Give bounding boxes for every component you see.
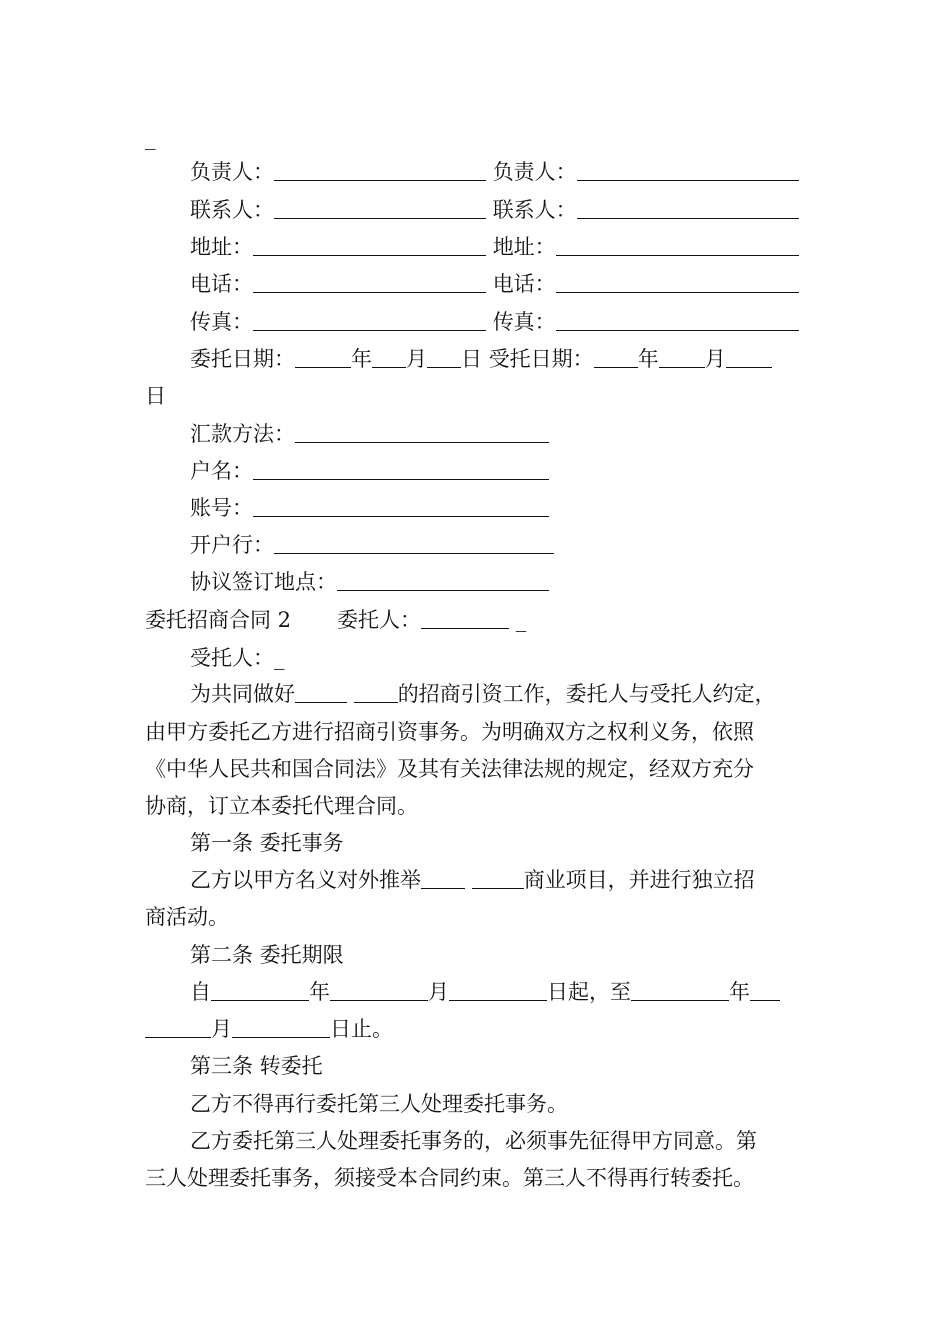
contract2-header-row [145, 606, 526, 634]
left-label: 地址： [190, 235, 253, 259]
entrust-date-label: 委托日期： [190, 347, 295, 371]
month-label: 月 [428, 980, 449, 1004]
bank-row [190, 531, 554, 559]
blank-line [594, 347, 638, 368]
intro-line-1 [190, 680, 776, 708]
blank-line [295, 682, 347, 703]
article1-line-1 [190, 866, 755, 894]
year-label: 年 [637, 347, 659, 371]
blank-line [659, 347, 705, 368]
bank-label: 开户行： [190, 533, 274, 557]
blank-line [295, 347, 351, 368]
intro-line-3: 《中华人民共和国合同法》及其有关法律法规的规定，经双方充分 [145, 757, 754, 781]
article1-text-b: 商业项目，并进行独立招 [523, 868, 755, 892]
article3-title: 第三条 转委托 [190, 1054, 323, 1078]
top-dash: _ [145, 126, 156, 150]
month-label: 月 [406, 347, 427, 371]
contract2-title: 委托招商合同 2 [145, 608, 292, 632]
account-name-row [190, 457, 549, 485]
article1-title: 第一条 委托事务 [190, 831, 344, 855]
article3-para-2-line-2: 三人处理委托事务，须接受本合同约束。第三人不得再行转委托。 [145, 1166, 754, 1190]
account-no-row [190, 494, 549, 522]
sign-place-label: 协议签订地点： [190, 570, 337, 594]
client-tail: _ [515, 608, 527, 632]
blank-line [421, 868, 465, 889]
blank-line [577, 160, 799, 181]
blank-line [631, 980, 729, 1001]
blank-line [556, 272, 799, 293]
blank-line [421, 608, 509, 629]
accept-date-label: 受托日期： [488, 347, 594, 371]
blank-line [472, 868, 524, 889]
right-label: 电话： [492, 272, 556, 296]
article2-title: 第二条 委托期限 [190, 943, 344, 967]
blank-line [556, 310, 799, 331]
year-label: 年 [729, 980, 750, 1004]
month-label: 月 [704, 347, 726, 371]
blank-line [232, 1017, 330, 1038]
left-label: 负责人： [190, 160, 274, 184]
blank-line [253, 310, 486, 331]
blank-line [274, 533, 554, 554]
party-row-contact [190, 196, 799, 224]
agent-row: 受托人：_ [190, 646, 285, 670]
blank-line [372, 347, 406, 368]
article2-line-2 [145, 1015, 393, 1043]
dates-day-wrap: 日 [145, 384, 166, 408]
client-label: 委托人： [337, 608, 422, 632]
intro-text-a: 为共同做好 [190, 682, 295, 706]
blank-line [274, 198, 486, 219]
party-row-fax [190, 308, 799, 336]
intro-line-2: 由甲方委托乙方进行招商引资事务。为明确双方之权利义务，依照 [145, 720, 754, 744]
blank-line [577, 198, 799, 219]
from-suffix: 日起，至 [547, 980, 631, 1004]
year-label: 年 [351, 347, 372, 371]
article3-para-1: 乙方不得再行委托第三人处理委托事务。 [190, 1092, 568, 1116]
right-label: 联系人： [492, 198, 577, 222]
blank-line [253, 496, 549, 517]
blank-line [145, 1017, 211, 1038]
from-label: 自 [190, 980, 211, 1004]
party-row-address [190, 233, 799, 261]
blank-line [253, 459, 549, 480]
right-label: 负责人： [492, 160, 577, 184]
payment-method-label: 汇款方法： [190, 422, 295, 446]
blank-line [337, 570, 549, 591]
day-label: 日 [461, 347, 482, 371]
blank-line [427, 347, 461, 368]
article3-para-2-line-1: 乙方委托第三人处理委托事务的，必须事先征得甲方同意。第 [190, 1129, 757, 1153]
payment-method-row [190, 420, 549, 448]
dates-row [190, 345, 772, 373]
blank-line [295, 422, 549, 443]
blank-line [330, 980, 428, 1001]
blank-line [354, 682, 398, 703]
sign-place-row [190, 568, 549, 596]
blank-line [211, 980, 309, 1001]
account-no-label: 账号： [190, 496, 253, 520]
blank-line [274, 160, 486, 181]
left-label: 联系人： [190, 198, 274, 222]
blank-line [253, 272, 486, 293]
article2-line-1 [190, 978, 780, 1006]
blank-line [253, 235, 486, 256]
party-row-responsible [190, 158, 799, 186]
account-name-label: 户名： [190, 459, 253, 483]
party-row-phone [190, 270, 799, 298]
month-label: 月 [211, 1017, 232, 1041]
left-label: 电话： [190, 272, 253, 296]
article1-line-2: 商活动。 [145, 905, 229, 929]
left-label: 传真： [190, 310, 253, 334]
right-label: 传真： [492, 310, 556, 334]
blank-line [449, 980, 547, 1001]
right-label: 地址： [492, 235, 556, 259]
to-suffix: 日止。 [330, 1017, 393, 1041]
year-label: 年 [309, 980, 330, 1004]
intro-line-4: 协商，订立本委托代理合同。 [145, 794, 418, 818]
article1-text-a: 乙方以甲方名义对外推举 [190, 868, 421, 892]
intro-text-b: 的招商引资工作，委托人与受托人约定， [397, 682, 776, 706]
blank-line [726, 347, 772, 368]
blank-line [556, 235, 799, 256]
blank-line [750, 980, 780, 1001]
